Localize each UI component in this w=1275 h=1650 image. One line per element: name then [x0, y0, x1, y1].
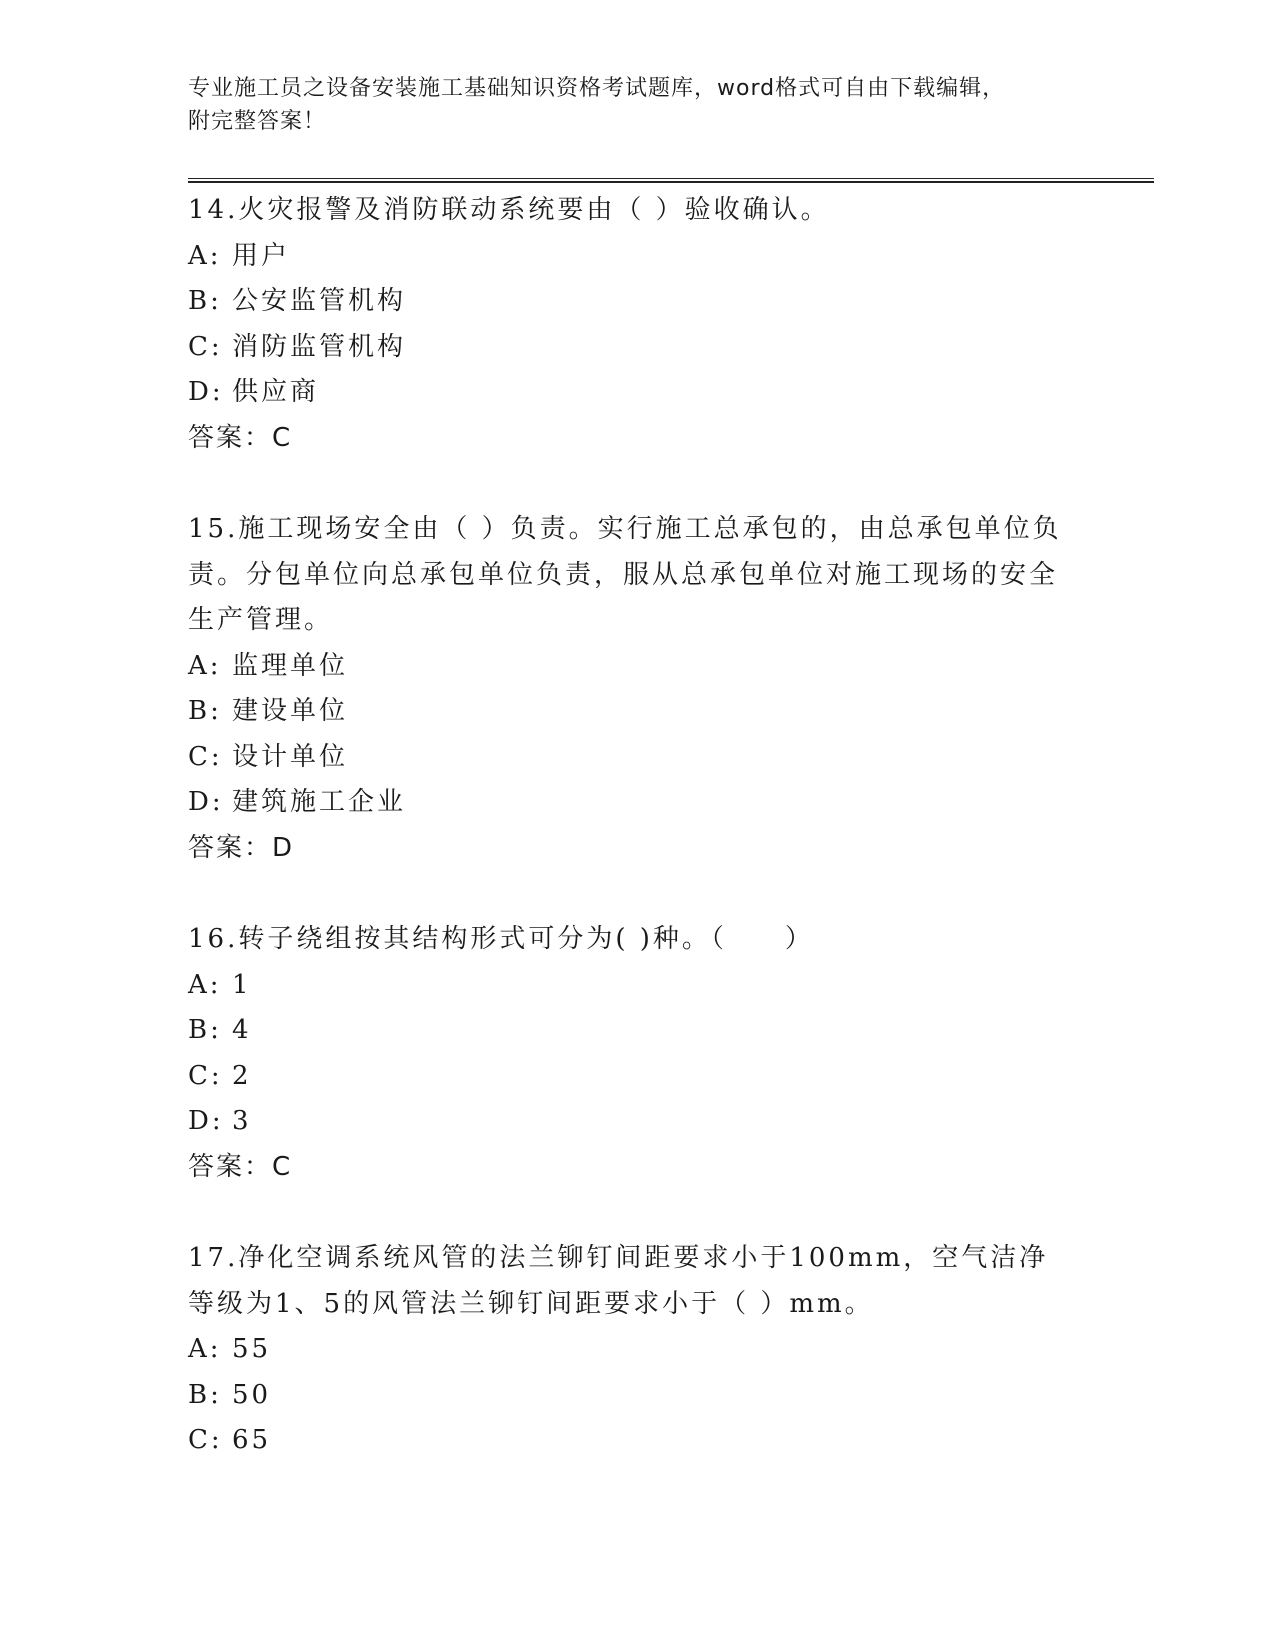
option-c [188, 735, 1068, 781]
option-key: D: [188, 377, 224, 407]
option-a [188, 644, 1068, 690]
option-b [188, 689, 1068, 735]
answer-line: 答案：D [188, 832, 295, 863]
question-stem: 16.转子绕组按其结构形式可分为( )种。（ ） [188, 924, 814, 954]
option-key: C: [188, 331, 223, 362]
question-list [188, 188, 1068, 1464]
option-text: 1 [232, 969, 252, 1000]
option-key: C: [188, 1425, 223, 1455]
answer-line: 答案：C [188, 1151, 293, 1182]
question-stem: 14.火灾报警及消防联动系统要由（ ）验收确认。 [188, 195, 830, 225]
option-text: 监理单位 [232, 650, 349, 681]
option-b [188, 1008, 1068, 1054]
option-key: B: [188, 1379, 222, 1410]
option-d [188, 780, 1068, 826]
option-text: 消防监管机构 [232, 331, 407, 362]
option-c [188, 325, 1068, 371]
option-text: 2 [232, 1060, 252, 1091]
question-17 [188, 1236, 1068, 1464]
option-text: 建设单位 [232, 696, 349, 726]
option-key: A: [188, 1334, 222, 1364]
option-a [188, 234, 1068, 280]
option-key: B: [188, 1015, 222, 1045]
question-stem: 17.净化空调系统风管的法兰铆钉间距要求小于100mm，空气洁净等级为1、5的风管法兰铆钉间距要求小于（ ）mm。 [188, 1243, 1049, 1319]
option-text: 55 [232, 1334, 272, 1364]
question-14 [188, 188, 1068, 461]
option-text: 3 [232, 1106, 252, 1136]
option-text: 50 [232, 1379, 272, 1410]
option-b [188, 279, 1068, 325]
option-text: 4 [232, 1015, 252, 1045]
option-text: 用户 [232, 240, 291, 271]
answer-line: 答案：C [188, 422, 293, 453]
option-key: C: [188, 741, 223, 772]
option-key: A: [188, 650, 222, 681]
option-a [188, 1327, 1068, 1373]
header-line-1: 专业施工员之设备安装施工基础知识资格考试题库，word格式可自由下载编辑， [188, 76, 1006, 101]
option-a [188, 963, 1068, 1009]
header-line-2: 附完整答案！ [188, 109, 327, 134]
option-key: B: [188, 696, 222, 726]
document-header [188, 72, 1088, 138]
option-key: D: [188, 787, 224, 817]
option-text: 设计单位 [232, 741, 349, 772]
option-text: 建筑施工企业 [232, 787, 407, 817]
header-divider-thick [188, 181, 1154, 183]
option-key: A: [188, 240, 222, 271]
question-16 [188, 917, 1068, 1190]
option-c [188, 1054, 1068, 1100]
header-divider-thin [188, 178, 1154, 179]
question-stem: 15.施工现场安全由（ ）负责。实行施工总承包的，由总承包单位负责。分包单位向总承包单位负责，服从总承包单位对施工现场的安全生产管理。 [188, 514, 1062, 635]
option-key: B: [188, 286, 222, 316]
option-d [188, 1099, 1068, 1145]
option-b [188, 1373, 1068, 1419]
option-text: 供应商 [232, 377, 320, 407]
question-15 [188, 507, 1068, 871]
option-c [188, 1418, 1068, 1464]
option-text: 公安监管机构 [232, 286, 407, 316]
option-key: C: [188, 1060, 223, 1091]
option-d [188, 370, 1068, 416]
option-text: 65 [232, 1425, 272, 1455]
option-key: A: [188, 969, 222, 1000]
option-key: D: [188, 1106, 224, 1136]
